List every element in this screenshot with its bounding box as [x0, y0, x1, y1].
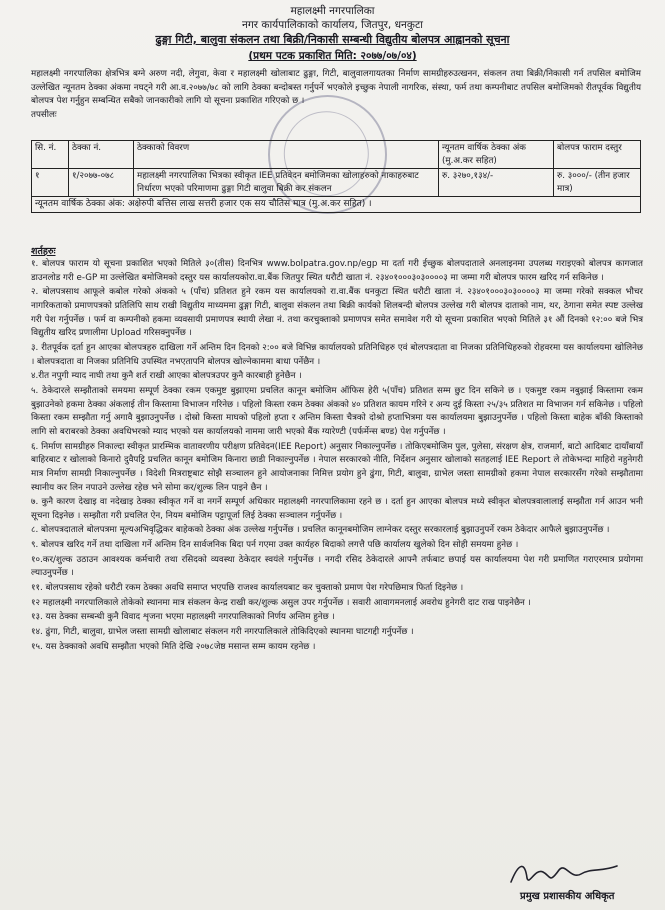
- conditions-list: [31, 258, 643, 655]
- table-row: [32, 169, 641, 197]
- condition-item: ५. ठेकेदारले सम्झौताको समयमा सम्पूर्ण ठेक्का रकम एकमुष्ट बुझाएमा प्रचलित कानून बमोजिम ऑफिस हेरी ५(पाँच) प्रतिशत सम्म छुट दिन सकिने छ । एकमुष्ट रकम नबुझाई किस्तामा रकम बुझाउनेको हकमा ठेक्का अंकलाई तीन किस्तामा विभाजन गरिनेछ । पहिलो किस्ता रकम ठेक्का अंकको ४० प्रतिशत कायम गरिने र अन्य दुई किस्ता २५/३५ प्रतिशत मा विभाजन गर्न सकिनेछ । पहिलो किस्ता रकम सम्झौता गर्नु अगावै बुझाउनुपर्नेछ । दोस्रो किस्ता माघको पहिलो हप्ता र अन्तिम किस्ता चैत्रको दोश्रो हप्ताभित्रमा यस कार्यालयमा बुझाउनुपर्नेछ । पहिलो किस्ता बाहेक बाँकी किस्ताको लागि सो बराबरको ठेक्का अवधिभरको म्याद भएको यस कार्यालयको नाममा जारी भएको बैंक ग्यारेण्टी (पर्फर्मेन्स बण्ड) पेश गर्नुपर्नेछ ।: [31, 385, 643, 437]
- col-description: ठेक्काको विवरण: [134, 141, 439, 169]
- col-form-fee: बोलपत्र फाराम दस्तुर: [554, 141, 641, 169]
- col-min-rate: न्यूनतम वार्षिक ठेक्का अंक (मु.अ.कर सहित): [439, 141, 554, 169]
- condition-item: १४. ढुंगा, गिटी, बालुवा, ग्राभेल जस्ता सामग्री खोलाबाट संकलन गरी नगरपालिकाले तोकिदिएको स्थानमा घाटगद्दी गर्नुपर्नेछ ।: [31, 627, 414, 638]
- intro-text: महालक्ष्मी नगरपालिका क्षेत्रभित्र बग्ने अरुण नदी, लेगुवा, केवा र महालक्ष्मी खोलाबाट ढुङ्गा, गिटी, बालुवालगायतका निर्माण सामग्रीहरुउत्खनन, संकलन तथा बिक्री/निकासी गर्न तपसिल बमोजिम उल्लेखित न्यूनतम ठेक्का अंकमा नघट्ने गरी आ.व.२०७७/७८ को लागि ठेक्का बन्दोबस्त गर्नुपर्ने भएकोले इच्छुक नेपाली नागरिक, संस्था, फर्म तथा कम्पनीबाट तपसिल बमोजिमको रीतपूर्वक विद्युतीय बोलपत्र पेश गर्नुहुन सम्बन्धित सबैको जानकारीको लागि यो सूचना प्रकाशित गरिएको छ ।: [31, 69, 641, 107]
- cell-form-fee: रु. ३०००/- (तीन हजार मात्र): [554, 169, 641, 197]
- notice-title: ढुङ्गा गिटी, बालुवा संकलन तथा बिक्री/निकासी सम्बन्धी विद्युतीय बोलपत्र आह्वानको सूचना: [155, 33, 510, 46]
- signatory-title: प्रमुख प्रशासकीय अधिकृत: [520, 891, 615, 902]
- cell-sn: १: [32, 169, 69, 197]
- condition-item: ११. बोलपत्रसाथ रहेको धरौटी रकम ठेक्का अवधि समाप्त भएपछि राजश्व कार्यालयबाट कर चुक्ताको प्रमाण पेश गरेपछिमात्र फिर्ता दिइनेछ ।: [31, 583, 464, 594]
- condition-item: ९. बोलपत्र खरिद गर्ने तथा दाखिला गर्ने अन्तिम दिन सार्वजनिक बिदा पर्न गएमा उक्त कार्यहरु बिदाको लगत्तै पछि कार्यालय खुलेको दिन सोही समयमा हुनेछ ।: [31, 540, 519, 551]
- municipality-name: महालक्ष्मी नगरपालिका: [290, 5, 375, 17]
- col-sn: सि. नं.: [32, 141, 69, 169]
- col-contract-no: ठेक्का नं.: [69, 141, 134, 169]
- condition-item: १०.कर/शुल्क उठाउन आवश्यक कर्मचारी तथा रसिदको व्यवस्था ठेकेदार स्वयंले गर्नुपर्नेछ । नगदी रसिद ठेकेदारले आफ्नै तर्फबाट छपाई यस कार्यालयमा पेश गरी प्रमाणित गराएरमात्र प्रयोगमा ल्याउनुपर्नेछ ।: [31, 554, 643, 579]
- signature-mark: [505, 858, 625, 888]
- cell-contract-no: १/२०७७-०७८: [69, 169, 134, 197]
- tapsil-label: तपसीलः: [31, 109, 57, 120]
- condition-item: १३. यस ठेक्का सम्बन्धी कुनै विवाद शृजना भएमा महालक्ष्मी नगरपालिकाको निर्णय अन्तिम हुनेछ ।: [31, 612, 335, 623]
- condition-item: १. बोलपत्र फाराम यो सूचना प्रकाशित भएको मितिले ३०(तीस) दिनभित्र www.bolpatra.gov.np/egp मा दर्ता गरी ईच्छुक बोलपदाताले अनलाइनमा उपलब्ध गराइएको बोलपत्र कागजात डाउनलोड गरी e-GP मा उल्लेखित बमोजिमको दस्तुर यस कार्यालयकोरा.वा.बैंक जितपुर स्थित धरौटी खाता नं. २३४०१०००३०३००००३ मा जम्मा गरी बोलपत्र फारम खरिद गर्न सकिनेछ ।: [31, 259, 643, 283]
- min-amount-words: न्यूनतम वार्षिक ठेक्का अंक: अक्षेरुपी बत्तिस लाख सत्तरी हजार एक सय चौतिस मात्र (मु.अ.कर सहित) ।: [32, 197, 641, 213]
- office-name: नगर कार्यपालिकाको कार्यालय, जितपुर, धनकुटा: [242, 19, 423, 31]
- condition-item: ८. बोलपत्रदाताले बोलपत्रमा मूल्यअभिवृद्धिकर बाहेकको ठेक्का अंक उल्लेख गर्नुपर्नेछ । प्रचलित कानूनबमोजिम लाग्नेकर दस्तुर सरकारलाई बुझाउनुपर्ने रकम ठेकेदार आफैले बुझाउनुपर्नेछ ।: [31, 525, 610, 536]
- condition-item: ३. रीतपूर्वक दर्ता हुन आएका बोलपत्रहरु दाखिला गर्ने अन्तिम दिन दिनको २:०० बजे विभिन्न कार्यालयको प्रतिनिधिहरु एवं बोलपत्रदाता वा निजका प्रतिनिधिहरुको रोहवरमा यस कार्यालयमा खोलिनेछ । बोलपत्रदाता वा निजका प्रतिनिधि उपस्थित नभएतापनि बोलपत्र खोल्नेकाममा बाधा पर्नेछैन ।: [31, 342, 643, 367]
- condition-item: ७. कुनै कारण देखाइ वा नदेखाइ ठेक्का स्वीकृत गर्ने वा नगर्ने सम्पूर्ण अधिकार महालक्ष्मी नगरपालिकामा रहने छ । दर्ता हुन आएका बोलपत्र मध्ये स्वीकृत बोलपत्रवालालाई सम्झौता गर्न आउन भनी सूचना दिइनेछ । सम्झौता गरी प्रचलित ऐन, नियम बमोजिम पट्टापूर्जा लिई ठेक्का सञ्चालन गर्नुपर्नेछ ।: [31, 497, 643, 521]
- condition-item: २. बोलपत्रसाथ आफूले कबोल गरेको अंकको ५ (पाँच) प्रतिशत हुने रकम यस कार्यालयको रा.वा.बैंक धनकुटा स्थित धरौटी खाता नं. २३४०१०००३०३००००३ मा जम्मा गरेको सक्कल भौचर नागरिकताको प्रमाणपत्रको प्रतिलिपि साथ राखी विद्युतीय माध्यममा ढुङ्गा गिटी, बालुवा संकलन तथा बिक्री कार्यको शिलबन्दी बोलपत्र उल्लेख गरी बोलपत्र दाताको नाम, थर, ठेगाना समेत स्पष्ट उल्लेख गरी पेश गर्नुपर्नेछ । फर्म वा कम्पनीको हकमा व्यवसायी प्रमाणपत्र स्थायी लेखा नं. तथा करचुक्ताको प्रमाणपत्र समेत समावेश गरी यो सूचना प्रकाशित भएको मितिले ३१ औं दिनको १२:०० बजे भित्र विद्युतीय खरिद प्रणालीमा Upload गरिसक्नुपर्नेछ ।: [31, 287, 643, 339]
- condition-item: १५. यस ठेक्काको अवधि सम्झौता भएको मिति देखि २०७८जेष्ठ मसान्त सम्म कायम रहनेछ ।: [31, 641, 316, 652]
- condition-item: १२ महालक्ष्मी नगरपालिकाले तोकेको स्थानमा मात्र संकलन केन्द्र राखी कर/शुल्क असुल उपर गर्नुपर्नेछ । सवारी आवागमनलाई अवरोध हुनेगरी दाट राख पाइनेछैन ।: [31, 597, 531, 608]
- tender-table: [31, 140, 641, 213]
- publish-date: (प्रथम पटक प्रकाशित मिति: २०७७/०७/०४): [248, 50, 417, 62]
- notice-header: [0, 4, 665, 64]
- cell-min-rate: रु. ३२७०,१३४/-: [439, 169, 554, 197]
- table-header-row: [32, 141, 641, 169]
- cell-description: महालक्ष्मी नगरपालिका भित्रका स्वीकृत IEE प्रतिवेदन बमोजिमका खोलाहरुको नाकाहरुबाट निर्धारण भएको परिमाणमा ढुङ्गा गिटी बालुवा बिक्री कर संकलन: [134, 169, 439, 197]
- condition-item: ६. निर्माण सामग्रीहरु निकाल्दा स्वीकृत प्रारम्भिक वातावरणीय परीक्षण प्रतिवेदन(IEE Report) अनुसार निकाल्नुपर्नेछ । तोकिएबमोजिम पुल, पुलेसा, संरक्षण क्षेत्र, राजमार्ग, बाटो आदिबाट दायाँबायाँ बाहिरबाट र खोलाको किनारो दुवैपट्टि प्रचलित कानून बमोजिम किनारा छाडी निकाल्नुपर्नेछ । नेपाल सरकारको नीति, निर्देशन अनुसार खोलाको सतहलाई IEE Report ले तोकेभन्दा माहिरो नहुनेगरी मात्र निर्माण सामग्री निकाल्नुपर्नेछ । विदेशी मित्रराष्ट्रबाट सोझै सञ्चालन हुने आयोजनाका निमित्त प्रयोग हुने ढुंगा, गिटी, बालुवा, ग्राभेल जस्ता सामग्रीको हकमा नेपाल सरकारसँग गरेको सम्झौतामा स्थानीय कर लिन नपाउने उल्लेख रहेछ भने सोमा कर/शुल्क लिन पाइने छैन ।: [31, 441, 643, 493]
- conditions-title: शर्तहरुः: [31, 246, 56, 257]
- condition-item: ४.रीत नपुगी म्याद नाघी तथा कुनै शर्त राखी आएका बोलपत्रउपर कुनै कारबाही हुनेछैन ।: [31, 371, 302, 382]
- table-min-row: [32, 197, 641, 213]
